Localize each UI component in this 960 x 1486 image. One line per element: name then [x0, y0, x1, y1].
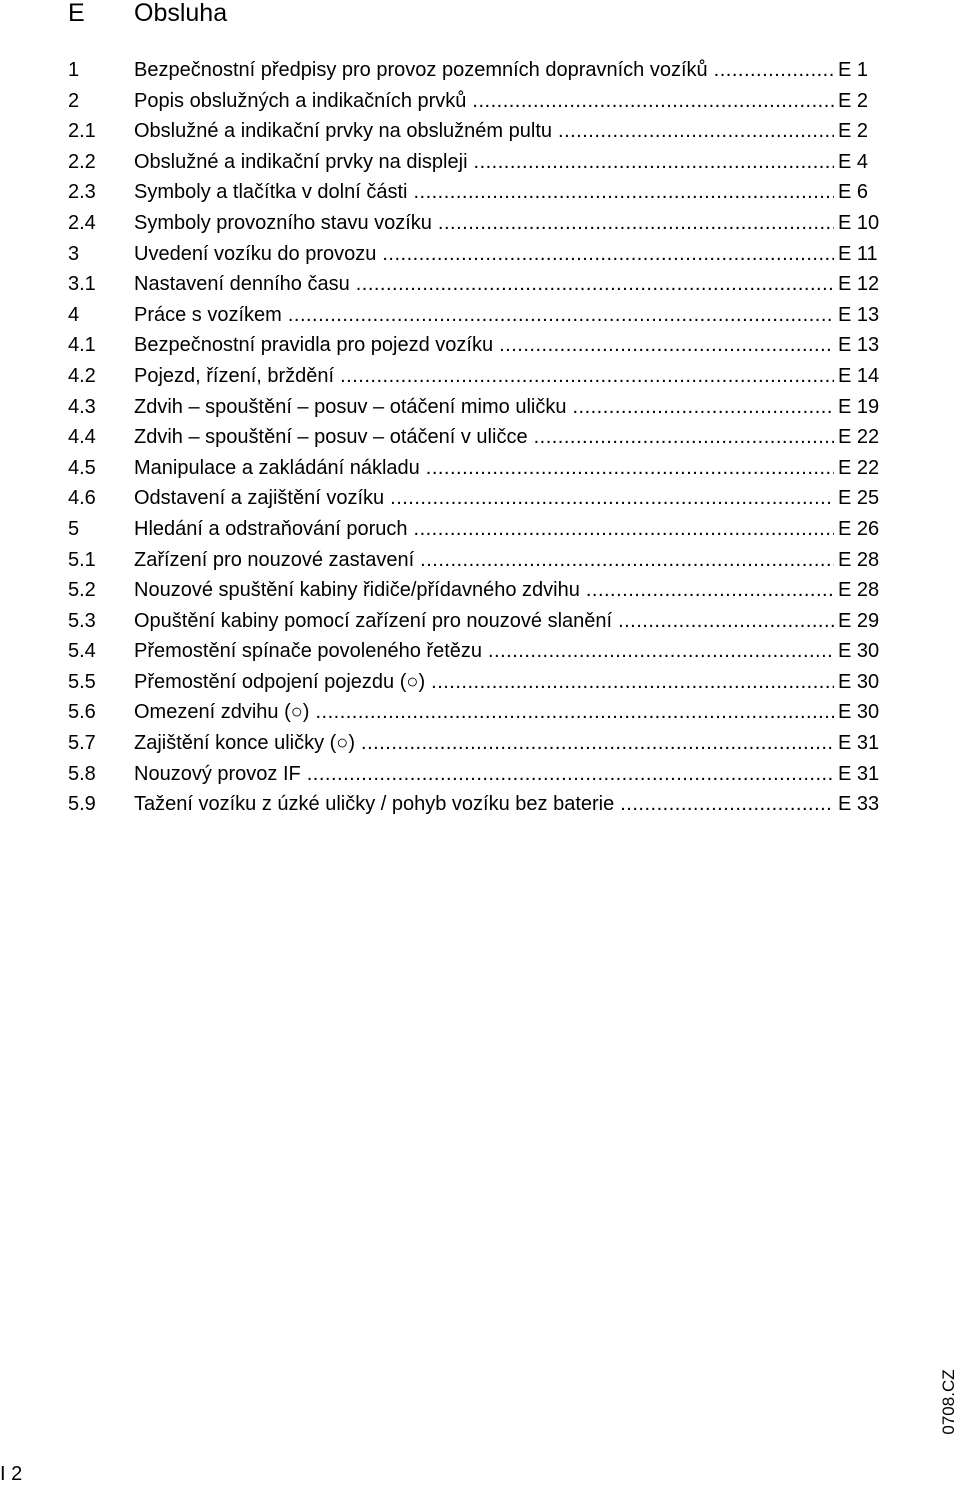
toc-entry-number: 5.6	[68, 701, 96, 724]
toc-entry-page: E 28	[838, 579, 880, 602]
toc-entry-line	[134, 147, 886, 178]
toc-entry[interactable]	[68, 728, 886, 759]
toc-entry-line	[134, 667, 886, 698]
toc-entry-number: 4.6	[68, 487, 96, 510]
toc-leader-dots	[390, 483, 834, 514]
toc-leader-dots	[714, 55, 834, 86]
document-code	[938, 1363, 960, 1441]
toc-entry[interactable]	[68, 330, 886, 361]
toc-entry-title: Manipulace a zakládání nákladu	[134, 456, 420, 479]
toc-entry-number: 4	[68, 303, 80, 326]
toc-entry-line	[134, 239, 886, 270]
toc-entry[interactable]	[68, 636, 886, 667]
toc-entry[interactable]	[68, 300, 886, 331]
toc-entry-page: E 13	[838, 334, 880, 357]
toc-entry-title: Uvedení vozíku do provozu	[134, 242, 377, 265]
toc-entry-page: E 30	[838, 640, 880, 663]
toc-entry-page: E 6	[838, 181, 869, 204]
toc-entry-number: 4.1	[68, 334, 96, 357]
toc-entry[interactable]	[68, 514, 886, 545]
toc-entry-number: 5.9	[68, 793, 96, 816]
toc-entry-title: Zařízení pro nouzové zastavení	[134, 548, 415, 571]
toc-entry-title: Hledání a odstraňování poruch	[134, 517, 408, 540]
toc-entry-page: E 10	[838, 211, 880, 234]
toc-entry-title: Přemostění spínače povoleného řetězu	[134, 640, 482, 663]
toc-entry-number: 2.3	[68, 181, 96, 204]
toc-entry[interactable]	[68, 789, 886, 820]
toc-entry-title: Přemostění odpojení pojezdu (○)	[134, 670, 426, 693]
toc-entry-page: E 30	[838, 670, 880, 693]
table-of-contents	[68, 55, 886, 820]
toc-entry[interactable]	[68, 697, 886, 728]
toc-entry-number: 2.1	[68, 120, 96, 143]
toc-entry-page: E 2	[838, 89, 869, 112]
toc-entry-title: Nouzové spuštění kabiny řidiče/přídavného zdvihu	[134, 579, 580, 602]
section-letter: E	[68, 0, 85, 27]
toc-entry[interactable]	[68, 116, 886, 147]
section-title: Obsluha	[134, 0, 228, 27]
toc-entry[interactable]	[68, 269, 886, 300]
toc-entry-number: 2	[68, 89, 80, 112]
toc-entry-line	[134, 300, 886, 331]
toc-entry-title: Nastavení denního času	[134, 273, 350, 296]
toc-entry-number: 4.5	[68, 456, 96, 479]
toc-leader-dots	[361, 728, 834, 759]
toc-entry-page: E 25	[838, 487, 880, 510]
toc-entry-page: E 2	[838, 120, 869, 143]
toc-entry-page: E 33	[838, 793, 880, 816]
toc-entry-page: E 1	[838, 59, 869, 81]
toc-entry[interactable]	[68, 392, 886, 423]
toc-leader-dots	[620, 789, 834, 820]
page-number: I 2	[0, 1463, 23, 1485]
toc-entry[interactable]	[68, 208, 886, 239]
toc-entry-line	[134, 545, 886, 576]
toc-entry-page: E 22	[838, 426, 880, 449]
toc-entry-number: 3.1	[68, 273, 96, 296]
toc-entry-number: 5.1	[68, 548, 96, 571]
toc-entry-line	[134, 697, 886, 728]
toc-entry-page: E 13	[838, 303, 880, 326]
toc-entry-number: 5.5	[68, 670, 96, 693]
toc-entry-page: E 12	[838, 273, 880, 296]
toc-entry-line	[134, 422, 886, 453]
toc-entry[interactable]	[68, 667, 886, 698]
toc-entry[interactable]	[68, 361, 886, 392]
toc-leader-dots	[307, 759, 834, 790]
toc-entry-title: Pojezd, řízení, brždění	[134, 364, 335, 387]
toc-entry-title: Symboly provozního stavu vozíku	[134, 211, 432, 234]
toc-entry-number: 4.3	[68, 395, 96, 418]
toc-entry-title: Zdvih – spouštění – posuv – otáčení v uličce	[134, 426, 528, 449]
toc-entry-number: 5.7	[68, 732, 96, 755]
toc-entry-page: E 11	[838, 242, 878, 265]
toc-entry-title: Práce s vozíkem	[134, 303, 282, 326]
toc-entry-line	[134, 330, 886, 361]
toc-leader-dots	[558, 116, 834, 147]
toc-entry-title: Bezpečnostní předpisy pro provoz pozemních dopravních vozíků	[134, 59, 708, 81]
toc-entry-page: E 4	[838, 150, 869, 173]
toc-leader-dots	[618, 606, 834, 637]
toc-entry-number: 2.2	[68, 150, 96, 173]
toc-entry-line	[134, 116, 886, 147]
toc-entry[interactable]	[68, 545, 886, 576]
toc-entry-number: 5.3	[68, 609, 96, 632]
toc-entry-page: E 14	[838, 364, 880, 387]
toc-entry-line	[134, 55, 886, 86]
toc-leader-dots	[572, 392, 834, 423]
toc-entry[interactable]	[68, 606, 886, 637]
toc-leader-dots	[499, 330, 834, 361]
document-code-text: 0708.CZ	[939, 1369, 958, 1435]
toc-entry-line	[134, 483, 886, 514]
toc-entry-title: Nouzový provoz IF	[134, 762, 301, 785]
toc-entry-line	[134, 636, 886, 667]
toc-entry-line	[134, 789, 886, 820]
toc-leader-dots	[586, 575, 834, 606]
toc-entry-line	[134, 453, 886, 484]
toc-entry-page: E 30	[838, 701, 880, 724]
toc-entry-page: E 31	[838, 732, 880, 755]
toc-leader-dots	[426, 453, 834, 484]
toc-entry[interactable]	[68, 239, 886, 270]
toc-entry[interactable]	[68, 55, 886, 86]
toc-leader-dots	[413, 177, 834, 208]
toc-entry-title: Popis obslužných a indikačních prvků	[134, 89, 467, 112]
toc-entry-line	[134, 514, 886, 545]
toc-entry[interactable]	[68, 147, 886, 178]
toc-entry[interactable]	[68, 453, 886, 484]
toc-entry-title: Odstavení a zajištění vozíku	[134, 487, 385, 510]
toc-entry-title: Omezení zdvihu (○)	[134, 701, 310, 724]
toc-leader-dots	[534, 422, 834, 453]
toc-entry-page: E 29	[838, 609, 880, 632]
toc-entry-title: Obslužné a indikační prvky na displeji	[134, 150, 468, 173]
toc-entry-number: 5	[68, 517, 80, 540]
toc-leader-dots	[488, 636, 834, 667]
toc-entry-number: 5.8	[68, 762, 96, 785]
toc-entry-title: Zdvih – spouštění – posuv – otáčení mimo uličku	[134, 395, 567, 418]
toc-entry-line	[134, 177, 886, 208]
toc-leader-dots	[474, 147, 834, 178]
toc-entry-page: E 28	[838, 548, 880, 571]
toc-entry[interactable]	[68, 86, 886, 117]
toc-entry-page: E 31	[838, 762, 880, 785]
toc-entry-number: 2.4	[68, 211, 96, 234]
toc-leader-dots	[382, 239, 834, 270]
toc-entry-page: E 22	[838, 456, 880, 479]
toc-entry-line	[134, 86, 886, 117]
toc-entry-number: 4.4	[68, 426, 96, 449]
toc-leader-dots	[414, 514, 834, 545]
toc-entry[interactable]	[68, 575, 886, 606]
toc-leader-dots	[438, 208, 834, 239]
toc-entry-line	[134, 728, 886, 759]
toc-entry[interactable]	[68, 759, 886, 790]
toc-leader-dots	[315, 697, 834, 728]
toc-entry-number: 3	[68, 242, 80, 265]
toc-entry-number: 4.2	[68, 364, 96, 387]
toc-leader-dots	[420, 545, 834, 576]
toc-entry-number: 5.2	[68, 579, 96, 602]
toc-entry-line	[134, 606, 886, 637]
toc-entry-line	[134, 269, 886, 300]
toc-entry-line	[134, 208, 886, 239]
toc-leader-dots	[472, 86, 834, 117]
toc-entry-title: Obslužné a indikační prvky na obslužném pultu	[134, 120, 553, 143]
toc-leader-dots	[340, 361, 834, 392]
toc-entry-line	[134, 361, 886, 392]
toc-entry-title: Symboly a tlačítka v dolní části	[134, 181, 408, 204]
toc-leader-dots	[431, 667, 834, 698]
toc-entry-line	[134, 575, 886, 606]
toc-entry-page: E 19	[838, 395, 880, 418]
toc-entry[interactable]	[68, 422, 886, 453]
toc-entry-page: E 26	[838, 517, 880, 540]
toc-entry-title: Bezpečnostní pravidla pro pojezd vozíku	[134, 334, 494, 357]
toc-entry-number: 1	[68, 59, 80, 81]
toc-entry-title: Zajištění konce uličky (○)	[134, 732, 356, 755]
toc-leader-dots	[356, 269, 834, 300]
toc-entry-number: 5.4	[68, 640, 96, 663]
toc-entry-title: Opuštění kabiny pomocí zařízení pro nouzové slanění	[134, 609, 613, 632]
toc-entry[interactable]	[68, 483, 886, 514]
toc-entry[interactable]	[68, 177, 886, 208]
toc-entry-line	[134, 759, 886, 790]
toc-entry-title: Tažení vozíku z úzké uličky / pohyb vozíku bez baterie	[134, 793, 615, 816]
toc-entry-line	[134, 392, 886, 423]
toc-leader-dots	[288, 300, 834, 331]
